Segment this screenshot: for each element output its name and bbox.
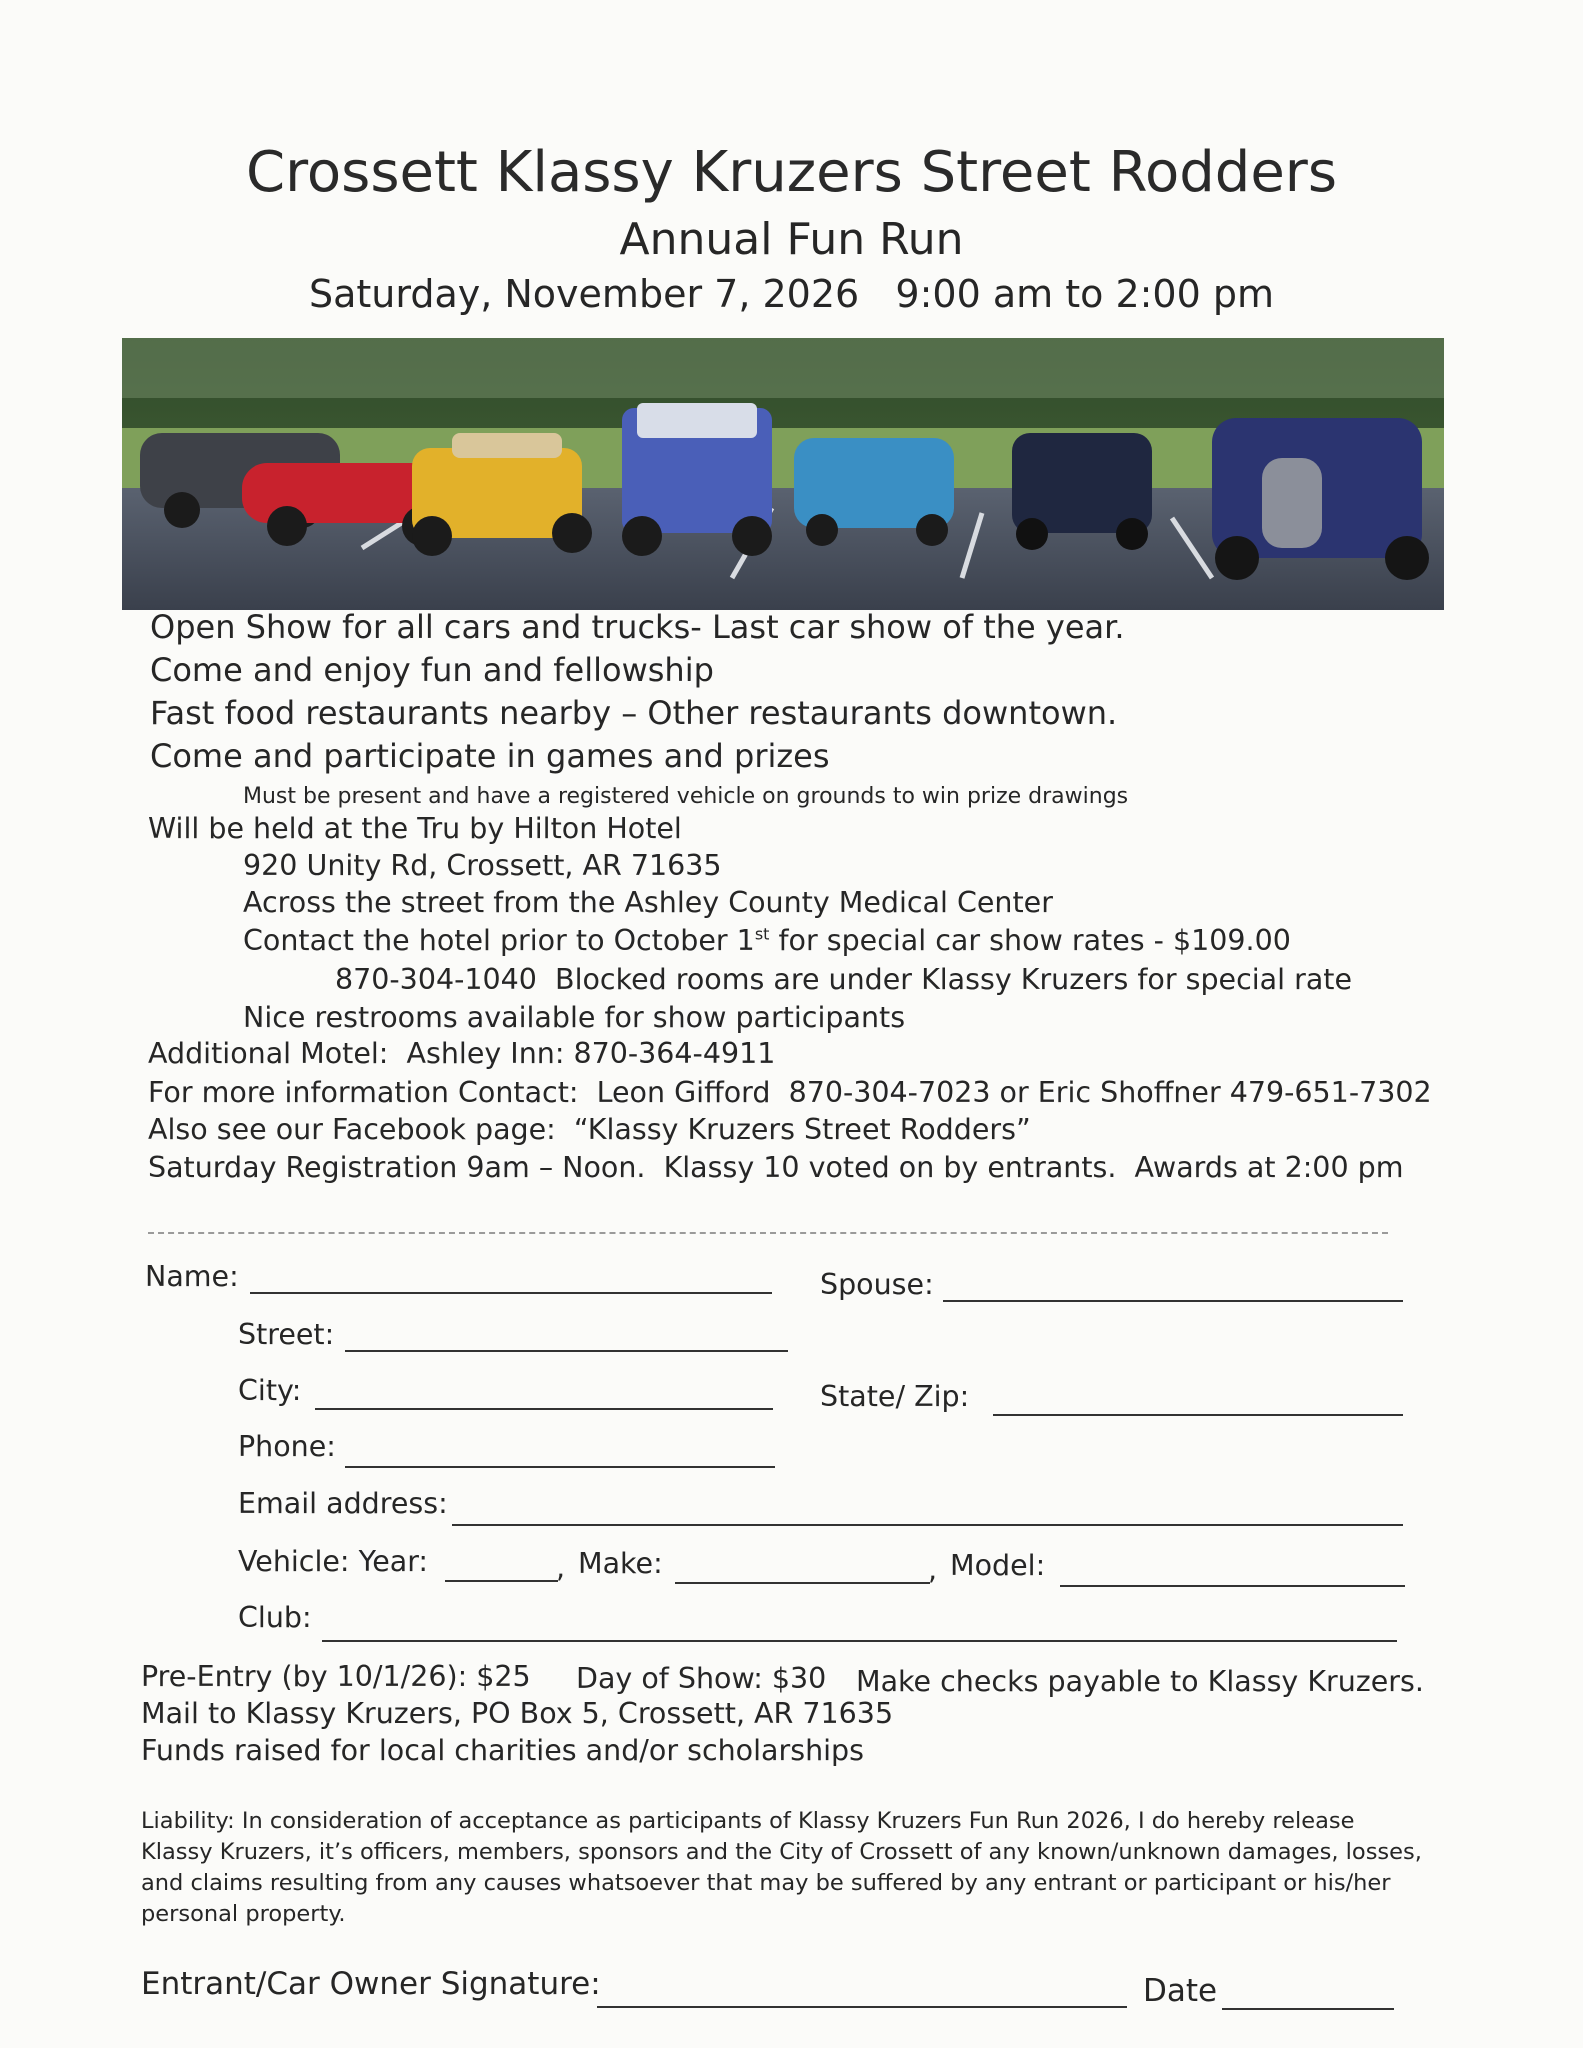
funds-note: Funds raised for local charities and/or scholarships: [141, 1734, 864, 1767]
venue-address: 920 Unity Rd, Crossett, AR 71635: [243, 849, 722, 882]
liability-text: Liability: In consideration of acceptance as participants of Klassy Kruzers Fun Run 2026, I do hereby release Klassy Kruzers, it’s officers, members, sponsors and the City of Crossett of any known/unknown damages, losses, and claims resulting from any causes whatsoever that may be suffered by any entrant or participant or his/her personal property.: [141, 1808, 1422, 1927]
name-field[interactable]: [250, 1292, 772, 1294]
model-field[interactable]: [1060, 1585, 1405, 1587]
mail-address: Mail to Klassy Kruzers, PO Box 5, Crossett, AR 71635: [141, 1697, 894, 1730]
info-line-fellowship: Come and enjoy fun and fellowship: [150, 651, 714, 689]
checks-payable: Make checks payable to Klassy Kruzers.: [856, 1665, 1424, 1698]
venue-line: Will be held at the Tru by Hilton Hotel: [148, 812, 682, 845]
street-label: Street:: [238, 1318, 335, 1351]
date-field[interactable]: [1222, 2008, 1394, 2010]
club-label: Club:: [238, 1601, 312, 1634]
email-label: Email address:: [238, 1487, 448, 1520]
prize-note: Must be present and have a registered vehicle on grounds to win prize drawings: [243, 784, 1129, 809]
signature-field[interactable]: [597, 2006, 1127, 2008]
page-subtitle: Annual Fun Run: [619, 214, 964, 265]
hotel-contact-rate: for special car show rates - $109.00: [769, 924, 1291, 957]
motel-line: Additional Motel: Ashley Inn: 870-364-4911: [148, 1037, 776, 1070]
restrooms-line: Nice restrooms available for show participants: [243, 1001, 906, 1034]
pre-entry-fee: Pre-Entry (by 10/1/26): $25: [141, 1660, 531, 1693]
day-of-show-fee: Day of Show: $30: [576, 1662, 827, 1695]
date-label: Date: [1143, 1973, 1218, 2009]
city-field[interactable]: [315, 1408, 773, 1410]
info-line-games: Come and participate in games and prizes: [150, 737, 830, 775]
year-comma: ,: [556, 1551, 566, 1584]
registration-line: Saturday Registration 9am – Noon. Klassy 10 voted on by entrants. Awards at 2:00 pm: [148, 1151, 1404, 1184]
club-field[interactable]: [322, 1640, 1397, 1642]
venue-across: Across the street from the Ashley County Medical Center: [243, 886, 1053, 919]
state-zip-field[interactable]: [993, 1414, 1403, 1416]
city-label: City:: [238, 1374, 302, 1407]
phone-field[interactable]: [345, 1466, 775, 1468]
event-date: Saturday, November 7, 2026 9:00 am to 2:00 pm: [308, 272, 1274, 316]
vehicle-year-label: Vehicle: Year:: [238, 1545, 429, 1578]
state-zip-label: State/ Zip:: [820, 1380, 970, 1413]
facebook-line: Also see our Facebook page: “Klassy Kruzers Street Rodders”: [148, 1113, 1031, 1146]
email-field[interactable]: [452, 1524, 1403, 1526]
spouse-label: Spouse:: [820, 1268, 934, 1301]
make-field[interactable]: [675, 1582, 930, 1584]
make-comma: ,: [928, 1553, 938, 1586]
info-line-restaurants: Fast food restaurants nearby – Other restaurants downtown.: [150, 694, 1118, 732]
info-line-open-show: Open Show for all cars and trucks- Last car show of the year.: [150, 608, 1125, 646]
spouse-field[interactable]: [943, 1300, 1403, 1302]
street-field[interactable]: [345, 1350, 788, 1352]
model-label: Model:: [950, 1549, 1046, 1582]
name-label: Name:: [145, 1260, 239, 1293]
contact-info-line: For more information Contact: Leon Gifford 870-304-7023 or Eric Shoffner 479-651-7302: [148, 1076, 1432, 1109]
vehicle-year-field[interactable]: [445, 1580, 558, 1582]
phone-label: Phone:: [238, 1430, 336, 1463]
make-label: Make:: [578, 1547, 663, 1580]
cut-divider: [148, 1232, 1388, 1234]
hotel-contact: [243, 924, 1291, 957]
hotel-contact-text: Contact the hotel prior to October 1: [243, 924, 755, 957]
classic-cars-photo-icon: [122, 338, 1444, 610]
signature-label: Entrant/Car Owner Signature:: [141, 1966, 601, 2002]
hotel-contact-sup: st: [754, 924, 770, 944]
page-title: Crossett Klassy Kruzers Street Rodders: [245, 140, 1337, 205]
hotel-phone: 870-304-1040 Blocked rooms are under Klassy Kruzers for special rate: [335, 963, 1352, 996]
